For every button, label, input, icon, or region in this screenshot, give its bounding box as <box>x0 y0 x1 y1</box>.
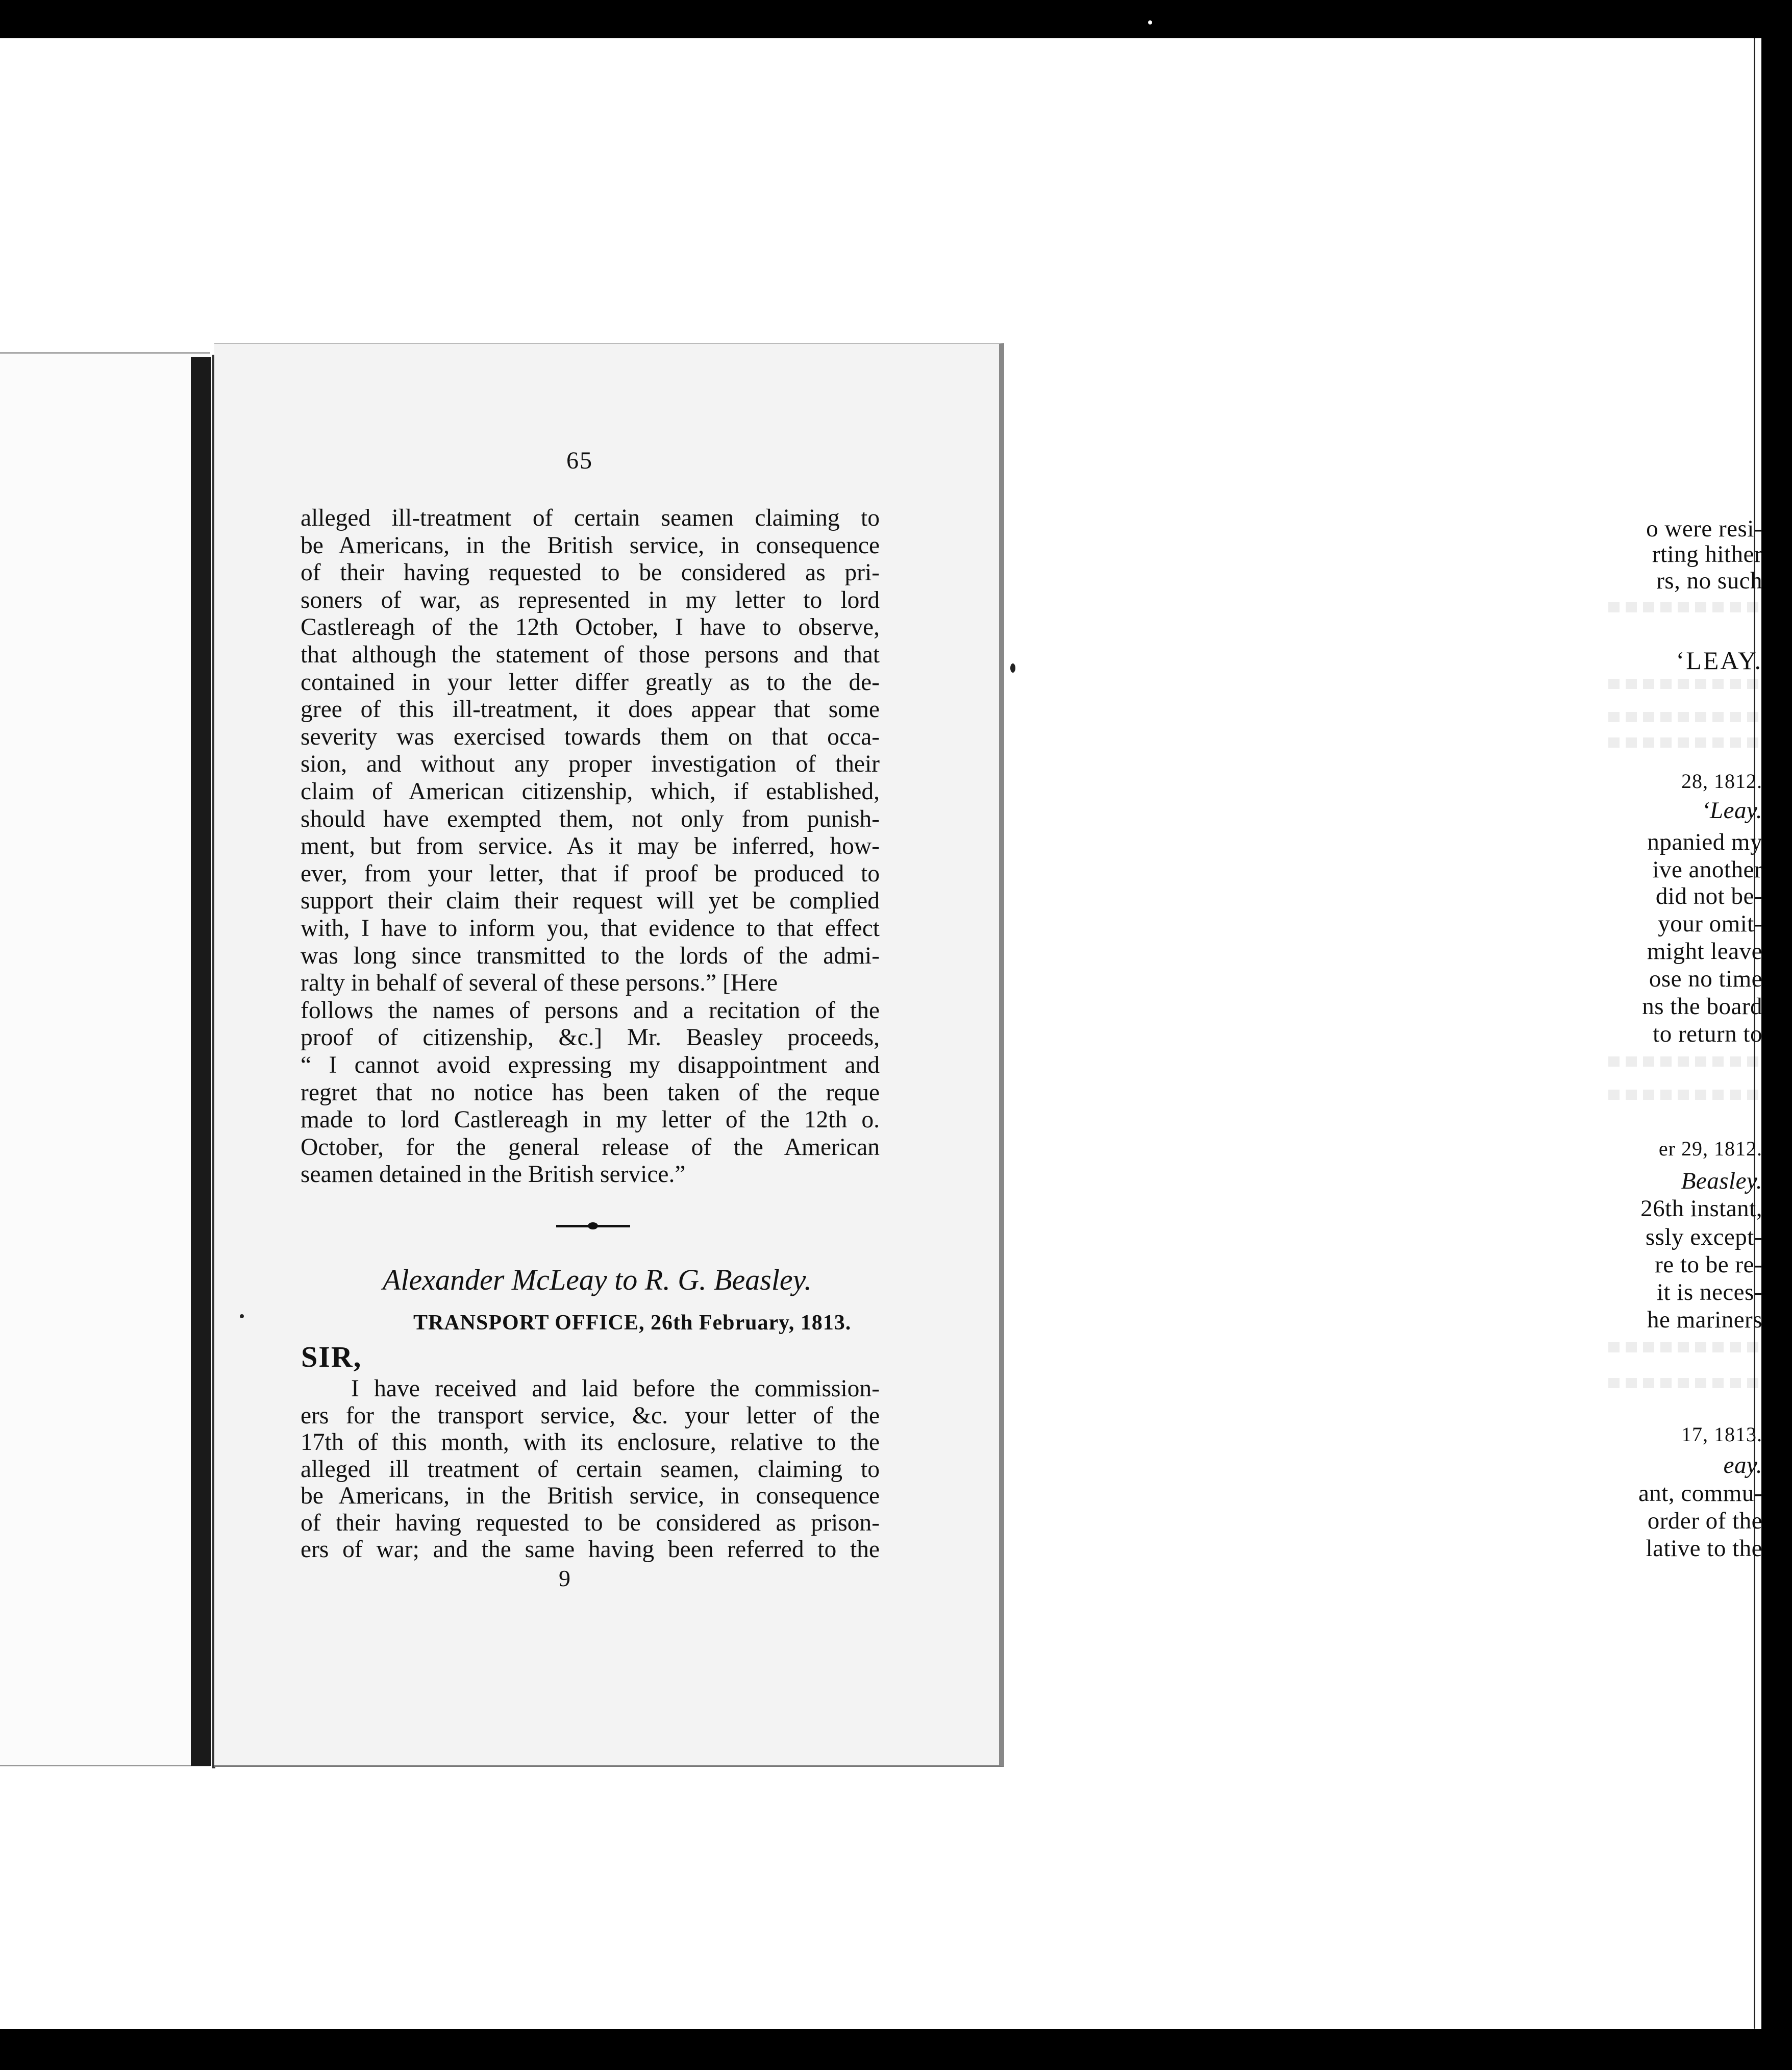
letter-salutation: SIR, <box>301 1340 362 1373</box>
divider-dot <box>588 1222 598 1229</box>
book-gutter <box>191 357 211 1766</box>
body-line: gree of this ill-treatment, it does appear that some <box>301 696 880 723</box>
previous-page-line: eay. <box>1723 1452 1762 1478</box>
show-through-text <box>1608 1378 1777 1388</box>
signature-mark: 9 <box>559 1565 570 1591</box>
previous-page-line: ns the board <box>1642 993 1762 1020</box>
previous-page-line: he mariners <box>1647 1307 1762 1333</box>
letter-dateline: TRANSPORT OFFICE, 26th February, 1813. <box>413 1311 852 1335</box>
scan-speck <box>240 1314 244 1318</box>
letter-line: ers of war; and the same having been referred to the <box>301 1536 880 1563</box>
body-line: sion, and without any proper investigation of their <box>301 751 880 778</box>
previous-page-line: ive another <box>1652 856 1762 883</box>
show-through-text <box>1608 602 1777 612</box>
previous-page-line: 17, 1813. <box>1681 1423 1762 1446</box>
previous-page-line: rting hither <box>1652 541 1762 568</box>
body-line: was long since transmitted to the lords of the admi- <box>301 942 880 969</box>
previous-page-line: ant, commu- <box>1638 1480 1762 1507</box>
previous-page-line: your omit- <box>1658 910 1762 937</box>
letter-line: of their having requested to be considered as prison- <box>301 1509 880 1536</box>
previous-page-line: 28, 1812. <box>1681 770 1762 793</box>
show-through-text <box>1608 712 1777 722</box>
previous-page-line: did not be- <box>1655 883 1762 909</box>
body-line: ralty in behalf of several of these persons.” [Here <box>301 970 778 997</box>
show-through-text <box>1608 1090 1777 1100</box>
scan-speck <box>1010 663 1015 673</box>
previous-page-line: o were resi- <box>1646 515 1762 542</box>
body-line: October, for the general release of the American <box>301 1133 880 1161</box>
body-line: that although the statement of those persons and that <box>301 642 880 668</box>
previous-page <box>0 352 210 1766</box>
body-line: with, I have to inform you, that evidence to that effect <box>301 915 880 942</box>
previous-page-line: rs, no such <box>1656 568 1762 594</box>
scan-speck <box>1148 20 1152 24</box>
body-line: “ I cannot avoid expressing my disappointment and <box>301 1052 880 1078</box>
body-line: contained in your letter differ greatly as to the de- <box>301 669 880 696</box>
previous-page-line: er 29, 1812. <box>1658 1137 1762 1160</box>
body-line: made to lord Castlereagh in my letter of the 12th o. <box>301 1106 880 1133</box>
body-line: be Americans, in the British service, in consequence <box>301 532 880 559</box>
letter-line: alleged ill treatment of certain seamen, claiming to <box>301 1456 880 1483</box>
previous-page-line: to return to <box>1653 1021 1762 1047</box>
previous-page-line: ose no time <box>1649 966 1762 992</box>
scan-border-top <box>0 0 1792 38</box>
previous-page-line: ‘Leay. <box>1701 797 1762 824</box>
body-line: ever, from your letter, that if proof be produced to <box>301 860 880 887</box>
letter-line: I have received and laid before the commission- <box>351 1375 880 1402</box>
body-line: Castlereagh of the 12th October, I have to observe, <box>301 614 880 641</box>
body-line: of their having requested to be considered as pri- <box>301 559 880 586</box>
letter-heading: Alexander McLeay to R. G. Beasley. <box>383 1263 812 1296</box>
previous-page-line: lative to the <box>1646 1535 1762 1562</box>
letter-line: ers for the transport service, &c. your letter of the <box>301 1402 880 1429</box>
show-through-text <box>1608 737 1777 748</box>
previous-page-line: 26th instant, <box>1640 1195 1762 1222</box>
previous-page-line: re to be re- <box>1655 1251 1762 1278</box>
body-line: claim of American citizenship, which, if established, <box>301 778 880 805</box>
previous-page-line: ssly except- <box>1645 1224 1762 1250</box>
body-line: ment, but from service. As it may be inferred, how- <box>301 833 880 860</box>
previous-page-line: might leave <box>1647 938 1762 965</box>
letter-line: be Americans, in the British service, in consequence <box>301 1483 880 1509</box>
show-through-text <box>1608 1342 1777 1352</box>
body-line: soners of war, as represented in my letter to lord <box>301 586 880 613</box>
letter-line: 17th of this month, with its enclosure, relative to the <box>301 1429 880 1456</box>
previous-page-line: Beasley. <box>1681 1168 1762 1194</box>
show-through-text <box>1608 1056 1777 1067</box>
body-line: should have exempted them, not only from punish- <box>301 805 880 832</box>
body-line: seamen detained in the British service.” <box>301 1161 686 1188</box>
body-line: proof of citizenship, &c.] Mr. Beasley proceeds, <box>301 1024 880 1051</box>
section-divider-ornament <box>556 1222 630 1229</box>
previous-page-line: it is neces- <box>1657 1279 1762 1305</box>
body-line: regret that no notice has been taken of the reque <box>301 1079 880 1106</box>
previous-page-line: npanied my <box>1647 829 1762 855</box>
previous-page-line: order of the <box>1647 1508 1762 1534</box>
previous-page-line: ‘LEAY. <box>1676 646 1762 675</box>
show-through-text <box>1608 679 1777 689</box>
body-line: support their claim their request will yet be complied <box>301 888 880 915</box>
scan-border-bottom <box>0 2029 1792 2070</box>
body-line: alleged ill-treatment of certain seamen claiming to <box>301 505 880 531</box>
page-number: 65 <box>566 447 593 474</box>
body-line: follows the names of persons and a recitation of the <box>301 997 880 1024</box>
body-line: severity was exercised towards them on that occa- <box>301 723 880 750</box>
scan-border-right <box>1761 0 1792 2070</box>
